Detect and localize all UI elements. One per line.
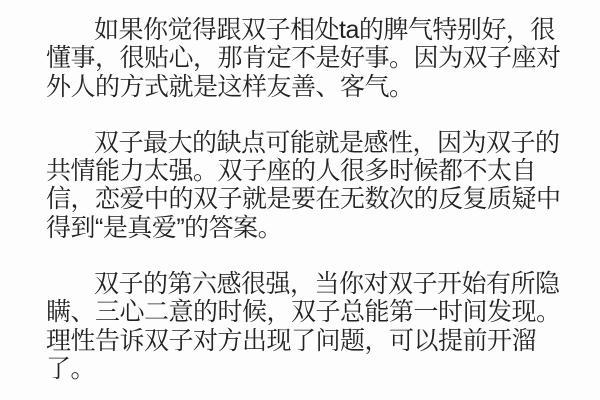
text-line: 双子最大的缺点可能就是感性，因为双子的	[94, 128, 560, 157]
text-line: 得到“是真爱”的答案。	[46, 213, 283, 242]
text-line: 理性告诉双子对方出现了问题，可以提前开溜	[46, 326, 537, 355]
text-line: 瞒、三心二意的时候，双子总能第一时间发现。	[46, 298, 561, 327]
paragraph	[46, 16, 561, 101]
text-line: 懂事，很贴心，那肯定不是好事。因为双子座对	[46, 44, 561, 73]
text-line: 共情能力太强。双子座的人很多时候都不太自	[46, 157, 537, 186]
text-line: 如果你觉得跟双子相处ta的脾气特别好，很	[94, 16, 555, 44]
text-line: 外人的方式就是这样友善、客气。	[46, 72, 414, 101]
text-line: 双子的第六感很强，当你对双子开始有所隐	[94, 270, 560, 299]
text-line: 了。	[46, 354, 96, 383]
text-line: 信，恋爱中的双子就是要在无数次的反复质疑中	[46, 185, 561, 214]
paragraph	[46, 270, 561, 383]
paragraph	[46, 128, 561, 242]
